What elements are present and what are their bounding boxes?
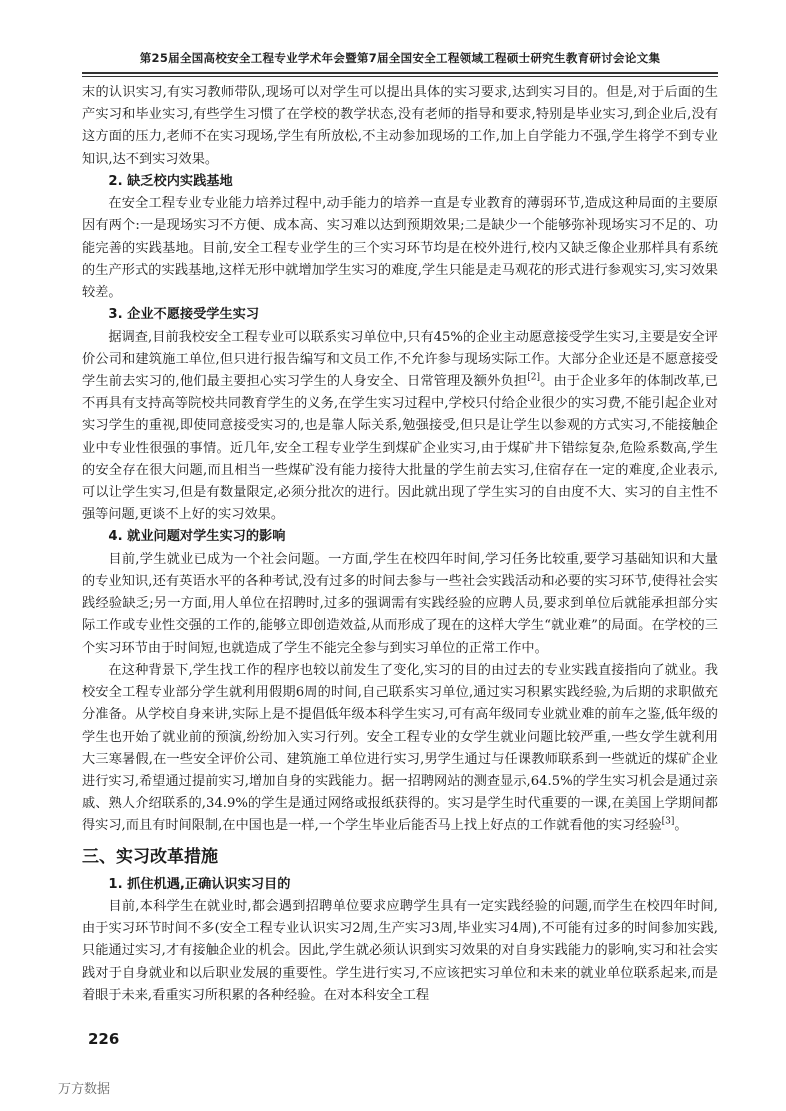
running-header: 第25届全国高校安全工程专业学术年会暨第7届全国安全工程领域工程硕士研究生教育研讨会论文集 — [139, 51, 661, 65]
paragraph-continued: 末的认识实习,有实习教师带队,现场可以对学生可以提出具体的实习要求,达到实习目的。但是,对于后面的生产实习和毕业实习,有些学生习惯了在学校的教学状态,没有老师的指导和要求,特别是毕业实习,到企业后,没有这方面的压力,老师不在实习现场,学生有所放松,不主动参加现场的工作,加上自学能力不强,学生将学不到专业知识,达不到实习效果。 — [82, 85, 718, 167]
subheading-practice-base: 2. 缺乏校内实践基地 — [108, 173, 233, 189]
subheading-employment-impact: 4. 就业问题对学生实习的影响 — [108, 529, 286, 545]
watermark: 万方数据 — [58, 1082, 111, 1097]
paragraph-job-background — [82, 660, 718, 838]
paragraph-employment-impact: 目前,学生就业已成为一个社会问题。一方面,学生在校四年时间,学习任务比较重,要学习基础知识和大量的专业知识,还有英语水平的各种考试,没有过多的时间去参与一些社会实践活动和必要的实习环节,使得社会实践经验缺乏;另一方面,用人单位在招聘时,过多的强调需有实践经验的应聘人员,要求到单位后就能承担部分实际工作或专业性交强的工作的,能够立即创造效益,从而形成了现在的这样大学生“就业难”的局面。在学校的三个实习环节由于时间短,也就造成了学生不能完全参与到实习单位的正常工作中。 — [82, 551, 718, 656]
paragraph-practice-base: 在安全工程专业专业能力培养过程中,动手能力的培养一直是专业教育的薄弱环节,造成这种局面的主要原因有两个:一是现场实习不方便、成本高、实习难以达到预期效果;二是缺少一个能够弥补现场实习不足的、功能完善的实践基地。目前,安全工程专业学生的三个实习环节均是在校外进行,校内又缺乏像企业那样具有系统的生产形式的实践基地,这样无形中就增加学生实习的难度,学生只能是走马观花的形式进行参观实习,实习效果较差。 — [82, 196, 718, 301]
header-rule — [82, 72, 718, 77]
paragraph-text: 据调查,目前我校安全工程专业可以联系实习单位中,只有45%的企业主动愿意接受学生实习,主要是安全评价公司和建筑施工单位,但只进行报告编写和文员工作,不允许参与现场实际工作。大部分企业还是不愿意接受学生前去实习的,他们最主要担心实习学生的人身安全、日常管理及额外负担 — [82, 329, 718, 390]
subheading-seize-opportunity: 1. 抓住机遇,正确认识实习目的 — [108, 876, 291, 892]
citation-ref: [2] — [527, 372, 540, 383]
section-heading-reform: 三、实习改革措施 — [82, 846, 218, 867]
paragraph-text: 在这种背景下,学生找工作的程序也较以前发生了变化,实习的目的由过去的专业实践直接指向了就业。我校安全工程专业部分学生就利用假期6周的时间,自己联系实习单位,通过实习积累实践经验,为后期的求职做充分准备。从学校自身来讲,实际上是不提倡低年级本科学生实习,可有高年级同专业就业难的前车之鉴,低年级的学生也开始了就业前的预演,纷纷加入实习行列。安全工程专业的女学生就业问题比较严重,一些女学生就利用大三寒暑假,在一些安全评价公司、建筑施工单位进行实习,男学生通过与任课教师联系到一些就近的煤矿企业进行实习,希望通过提前实习,增加自身的实践能力。据一招聘网站的测查显示,64.5%的学生实习机会是通过亲戚、熟人介绍联系的,34.9%的学生是通过网络或报纸获得的。实习是学生时代重要的一课,在美国上学期间都得实习,而且有时间限制,在中国也是一样,一个学生毕业后能否马上找上好点的工作就看他的实习经验 — [82, 662, 718, 834]
page-number: 226 — [88, 1030, 120, 1048]
page-body — [82, 82, 718, 1007]
paragraph-seize-opportunity: 目前,本科学生在就业时,都会遇到招聘单位要求应聘学生具有一定实践经验的问题,而学生在校四年时间,由于实习环节时间不多(安全工程专业认识实习2周,生产实习3周,毕业实习4周),不可能有过多的时间参加实践,只能通过实习,才有接触企业的机会。因此,学生就必须认识到实习效果的对自身实践能力的影响,实习和社会实践对于自身就业和以后职业发展的重要性。学生进行实习,不应该把实习单位和未来的就业单位联系起来,而是着眼于未来,看重实习所积累的各种经验。在对本科安全工程 — [82, 898, 718, 1003]
citation-ref: [3] — [661, 816, 675, 827]
paragraph-text: 。 — [674, 818, 688, 834]
paragraph-text: 。由于企业多年的体制改革,已不再具有支持高等院校共同教育学生的义务,在学生实习过程中,学校只付给企业很少的实习费,不能引起企业对实习学生的重视,即使同意接受实习的,也是靠人际关系,勉强接受,但只是让学生以参观的方式实习,不能接触企业中专业性很强的事情。近几年,安全工程专业学生到煤矿企业实习,由于煤矿井下错综复杂,危险系数高,学生的安全存在很大问题,而且相当一些煤矿没有能力接待大批量的学生前去实习,住宿存在一定的难度,企业表示,可以让学生实习,但是有数量限定,必须分批次的进行。因此就出现了学生实习的自由度不大、实习的自主性不强等问题,更谈不上好的实习效果。 — [82, 374, 718, 523]
paragraph-enterprise-reluctance — [82, 327, 718, 527]
subheading-enterprise-reluctance: 3. 企业不愿接受学生实习 — [108, 307, 260, 323]
